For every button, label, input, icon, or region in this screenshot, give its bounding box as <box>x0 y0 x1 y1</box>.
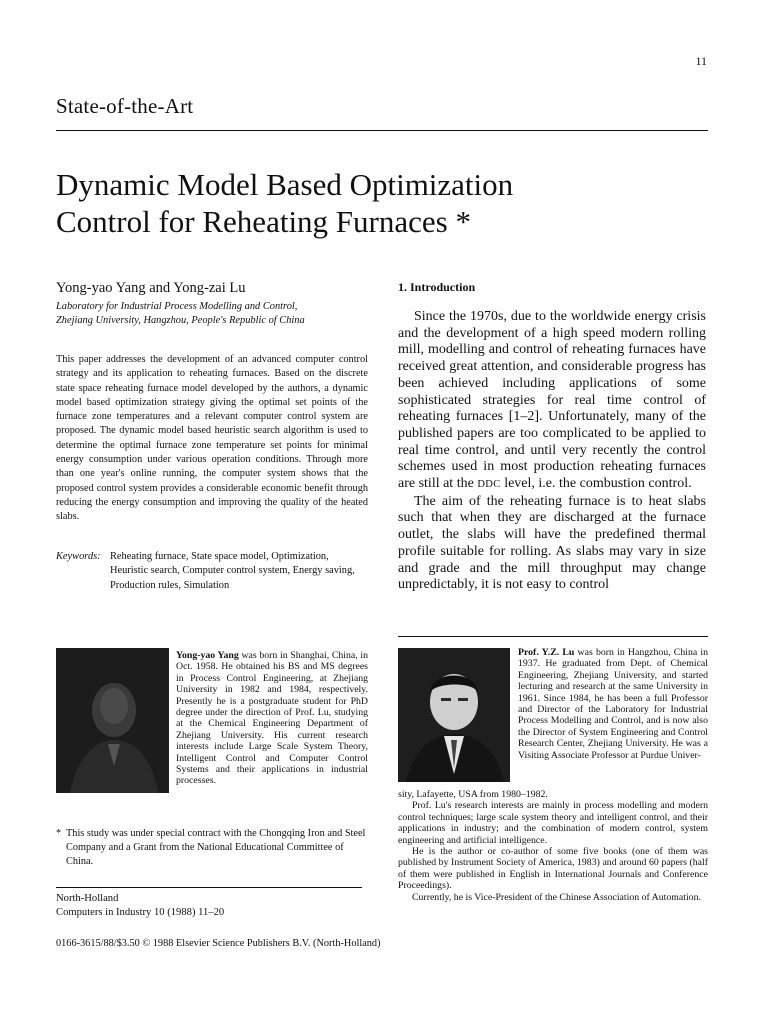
introduction-text <box>398 309 706 594</box>
biography-yang-name: Yong-yao Yang <box>176 650 239 661</box>
journal-citation: Computers in Industry 10 (1988) 11–20 <box>56 907 225 918</box>
biography-lu-position: Currently, he is Vice-President of the Chinese Association of Automation. <box>412 891 701 903</box>
copyright-line: 0166-3615/88/$3.50 © 1988 Elsevier Science Publishers B.V. (North-Holland) <box>56 938 381 949</box>
footnote-text: This study was under special contract with the Chongqing Iron and Steel Company and a Grant from the National Educational Committee of China. <box>66 828 366 867</box>
footnote <box>56 827 366 869</box>
biography-lu <box>518 647 708 761</box>
left-column <box>56 280 368 593</box>
paper-title-line-2: Control for Reheating Furnaces * <box>56 204 471 239</box>
affiliation-line-2: Zhejiang University, Hangzhou, People's Republic of China <box>56 315 305 326</box>
footer-rule <box>56 887 362 888</box>
footnote-marker: * <box>56 828 62 839</box>
header-rule <box>56 130 708 131</box>
introduction-para1-start: Since the 1970s, due to the worldwide energy crisis and the development of a high speed modern rolling mill, modelling and control of reheating furnaces have received great attention, and considerable progress has been achieved including applications of some sophisticated strategies for real time control of reheating furnaces [1–2]. Unfortunately, many of the published papers are too complicated to be applied to real time control, and until very recently the control schemes used in most production reheating furnaces are still at the <box>398 309 706 492</box>
paper-title <box>56 166 716 240</box>
keywords-list: Reheating furnace, State space model, Optimization, Heuristic search, Computer control system, Energy saving, Production rules, Simulation <box>110 550 355 591</box>
biography-yang-text: was born in Shanghai, China, in Oct. 1958. He obtained his BS and MS degrees in Process Control Engineering, at Zhejiang University in 1982 and 1984, respectively. Presently he is a postgraduate student for PhD degree under the direction of Prof. Lu, studying at the Chemical Engineering Department of Zhejiang University. His current research interests include Large Scale System Theory, Intelligent Control and Computer Control Systems and their applications in industrial processes. <box>176 650 369 787</box>
author-photo-lu <box>398 648 510 782</box>
biography-rule <box>398 636 708 637</box>
affiliation-line-1: Laboratory for Industrial Process Modelling and Control, <box>56 301 298 312</box>
section-title: State-of-the-Art <box>56 94 194 118</box>
page-number: 11 <box>695 54 707 68</box>
keywords <box>56 550 368 594</box>
introduction-para1-end: level, i.e. the combustion control. <box>504 476 692 492</box>
introduction-paragraph-2: The aim of the reheating furnace is to heat slabs such that when they are discharged at the furnace outlet, the slabs will have the predefined thermal profile suitable for rolling. As slabs may vary in size and grade and the mill throughput may change unpredictably, it is not easy to control <box>398 493 706 593</box>
author-photo-yang <box>56 648 169 793</box>
biography-lu-publications: He is the author or co-author of some five books (one of them was published by Instrument Society of America, 1983) and around 60 papers (half of them were published in English in International Journals and Conference Proceedings). <box>398 846 708 892</box>
biography-lu-text: was born in Hangzhou, China in 1937. He graduated from Dept. of Chemical Engineering, Zhejiang University, and started lecturing and research at the same University in 1961. Since 1984, he has been a full Professor and Director of the Laboratory for Industrial Process Modelling and Control, and is now also the Director of System Engineering and Control Research Center, Zhejiang University. He was a Visiting Associate Professor at Purdue Univer- <box>518 647 708 761</box>
keywords-label: Keywords: <box>56 550 101 562</box>
affiliation <box>56 300 368 328</box>
publisher-name: North-Holland <box>56 893 119 904</box>
biography-lu-continuation: sity, Lafayette, USA from 1980–1982. <box>398 789 548 800</box>
biography-lu-continued <box>398 789 708 903</box>
biography-lu-research: Prof. Lu's research interests are mainly in process modelling and modern control techniques; large scale system theory and intelligent control, and their applications in industry; and the combination of modern control, system engineering and artificial intelligence. <box>398 800 708 846</box>
biography-yang <box>176 650 368 787</box>
introduction-heading: 1. Introduction <box>398 280 476 294</box>
authors: Yong-yao Yang and Yong-zai Lu <box>56 280 246 296</box>
biography-lu-name: Prof. Y.Z. Lu <box>518 647 575 658</box>
abstract: This paper addresses the development of an advanced computer control strategy and its application to reheating furnaces. Based on the discrete state space reheating furnace model developed by the authors, a dynamic model based optimization strategy giving the optimal set points of the furnace zone temperatures and a relevant computer control system are proposed. The dynamic model based heuristic search algorithm is used to determine the optimal furnace zone temperature set points for minimal energy consumption under various operation conditions. Through more than one year's online running, the computer system shows that the proposed control system provides a considerable economic benefit through reducing the energy consumption and improving the quality of the heated slabs. <box>56 354 368 523</box>
ddc-term: DDC <box>477 479 501 491</box>
introduction-paragraph-1 <box>398 309 706 494</box>
publisher-info <box>56 892 224 920</box>
right-column <box>398 280 706 594</box>
paper-title-line-1: Dynamic Model Based Optimization <box>56 167 514 202</box>
